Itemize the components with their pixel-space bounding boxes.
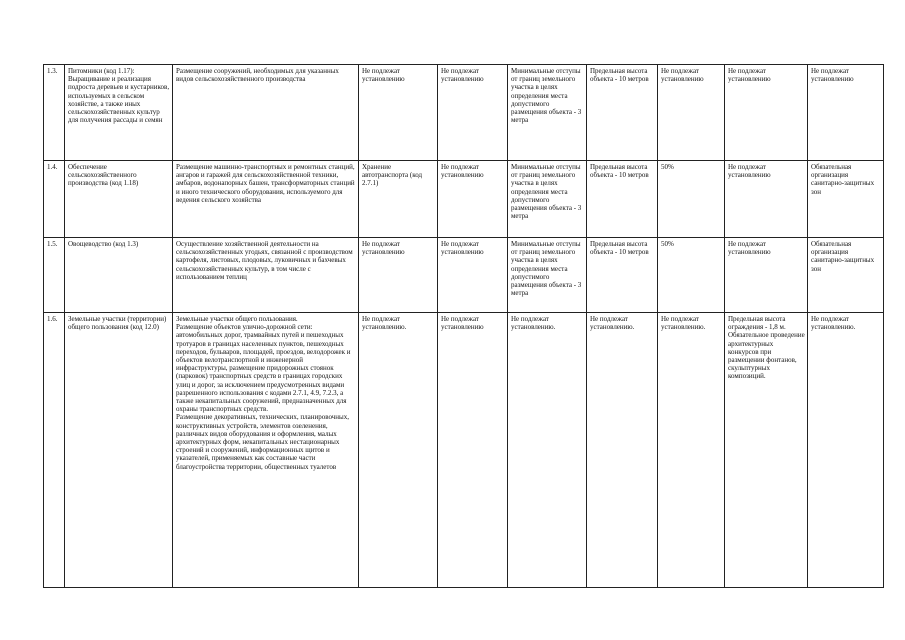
conditional-use: Не подлежат установлению <box>438 313 508 588</box>
land-use-description: Земельные участки общего пользования. Размещение объектов улично-дорожной сети: автомобильных дорог, трамвайных путей и пешеходных тротуаров в границах населенных пунктов, пешеходных переходов, бульваров, площадей, проездов, велодорожек и объектов велотранспортной и инженерной инфраструктуры, размещение придорожных стоянок (парковок) транспортных средств в границах городских улиц и дорог, за исключением предусмотренных видами разрешенного использования с кодами 2.7.1, 4.9, 7.2.3, а также некапитальных сооружений, предназначенных для охраны транспортных средств. Размещение декоративных, технических, планировочных, конструктивных устройств, элементов озеленения, различных видов оборудования и оформления, малых архитектурных форм, некапитальных нестационарных строений и сооружений, информационных щитов и указателей, применяемых как составные части благоустройства территории, общественных туалетов <box>173 313 359 588</box>
other-parameters: Предельная высота ограждения - 1,8 м. Обязательное проведение архитектурных конкурсов при размещении фонтанов, скульптурных композиций. <box>725 313 808 588</box>
conditional-use: Не подлежат установлению <box>438 238 508 313</box>
height-limit: Предельная высота объекта - 10 метров <box>587 65 658 161</box>
setback-limit: Минимальные отступы от границ земельного участка в целях определения места допустимого размещения объекта - 3 метра <box>508 161 587 238</box>
other-parameters: Не подлежат установлению <box>725 238 808 313</box>
height-limit: Предельная высота объекта - 10 метров <box>587 161 658 238</box>
conditional-use: Не подлежат установлению <box>438 65 508 161</box>
coverage-limit: 50% <box>658 238 725 313</box>
row-number: 1.5. <box>44 238 65 313</box>
restrictions: Обязательная организация санитарно-защитных зон <box>808 161 884 238</box>
setback-limit: Минимальные отступы от границ земельного участка в целях определения места допустимого размещения объекта - 3 метра <box>508 238 587 313</box>
restrictions: Обязательная организация санитарно-защитных зон <box>808 238 884 313</box>
auxiliary-use: Не подлежат установлению. <box>359 313 438 588</box>
setback-limit: Минимальные отступы от границ земельного участка в целях определения места допустимого размещения объекта - 3 метра <box>508 65 587 161</box>
land-use-name: Овощеводство (код 1.3) <box>65 238 173 313</box>
auxiliary-use: Не подлежат установлению <box>359 65 438 161</box>
conditional-use: Не подлежат установлению <box>438 161 508 238</box>
row-number: 1.4. <box>44 161 65 238</box>
coverage-limit: Не подлежат установлению <box>658 65 725 161</box>
row-number: 1.6. <box>44 313 65 588</box>
row-number: 1.3. <box>44 65 65 161</box>
land-use-description: Размещение машинно-транспортных и ремонтных станций, ангаров и гаражей для сельскохозяйственной техники, амбаров, водонапорных башен, трансформаторных станций и иного технического оборудования, используемого для ведения сельского хозяйства <box>173 161 359 238</box>
table-row <box>44 65 884 161</box>
land-use-description: Размещение сооружений, необходимых для указанных видов сельскохозяйственного производства <box>173 65 359 161</box>
restrictions: Не подлежат установлению <box>808 65 884 161</box>
table-row <box>44 161 884 238</box>
auxiliary-use: Хранение автотранспорта (код 2.7.1) <box>359 161 438 238</box>
height-limit: Предельная высота объекта - 10 метров <box>587 238 658 313</box>
land-use-name: Земельные участки (территории) общего пользования (код 12.0) <box>65 313 173 588</box>
land-use-table <box>43 64 884 588</box>
restrictions: Не подлежат установлению. <box>808 313 884 588</box>
setback-limit: Не подлежат установлению. <box>508 313 587 588</box>
coverage-limit: Не подлежат установлению. <box>658 313 725 588</box>
table-row <box>44 238 884 313</box>
land-use-name: Питомники (код 1.17): Выращивание и реализация подроста деревьев и кустарников, используемых в сельском хозяйстве, а также иных сельскохозяйственных культур для получения рассады и семян <box>65 65 173 161</box>
coverage-limit: 50% <box>658 161 725 238</box>
land-use-name: Обеспечение сельскохозяйственного производства (код 1.18) <box>65 161 173 238</box>
table-row <box>44 313 884 588</box>
land-use-description: Осуществление хозяйственной деятельности на сельскохозяйственных угодьях, связанной с производством картофеля, листовых, плодовых, луковичных и бахчевых сельскохозяйственных культур, в том числе с использованием теплиц <box>173 238 359 313</box>
other-parameters: Не подлежат установлению <box>725 161 808 238</box>
auxiliary-use: Не подлежат установлению <box>359 238 438 313</box>
other-parameters: Не подлежат установлению <box>725 65 808 161</box>
height-limit: Не подлежат установлению. <box>587 313 658 588</box>
